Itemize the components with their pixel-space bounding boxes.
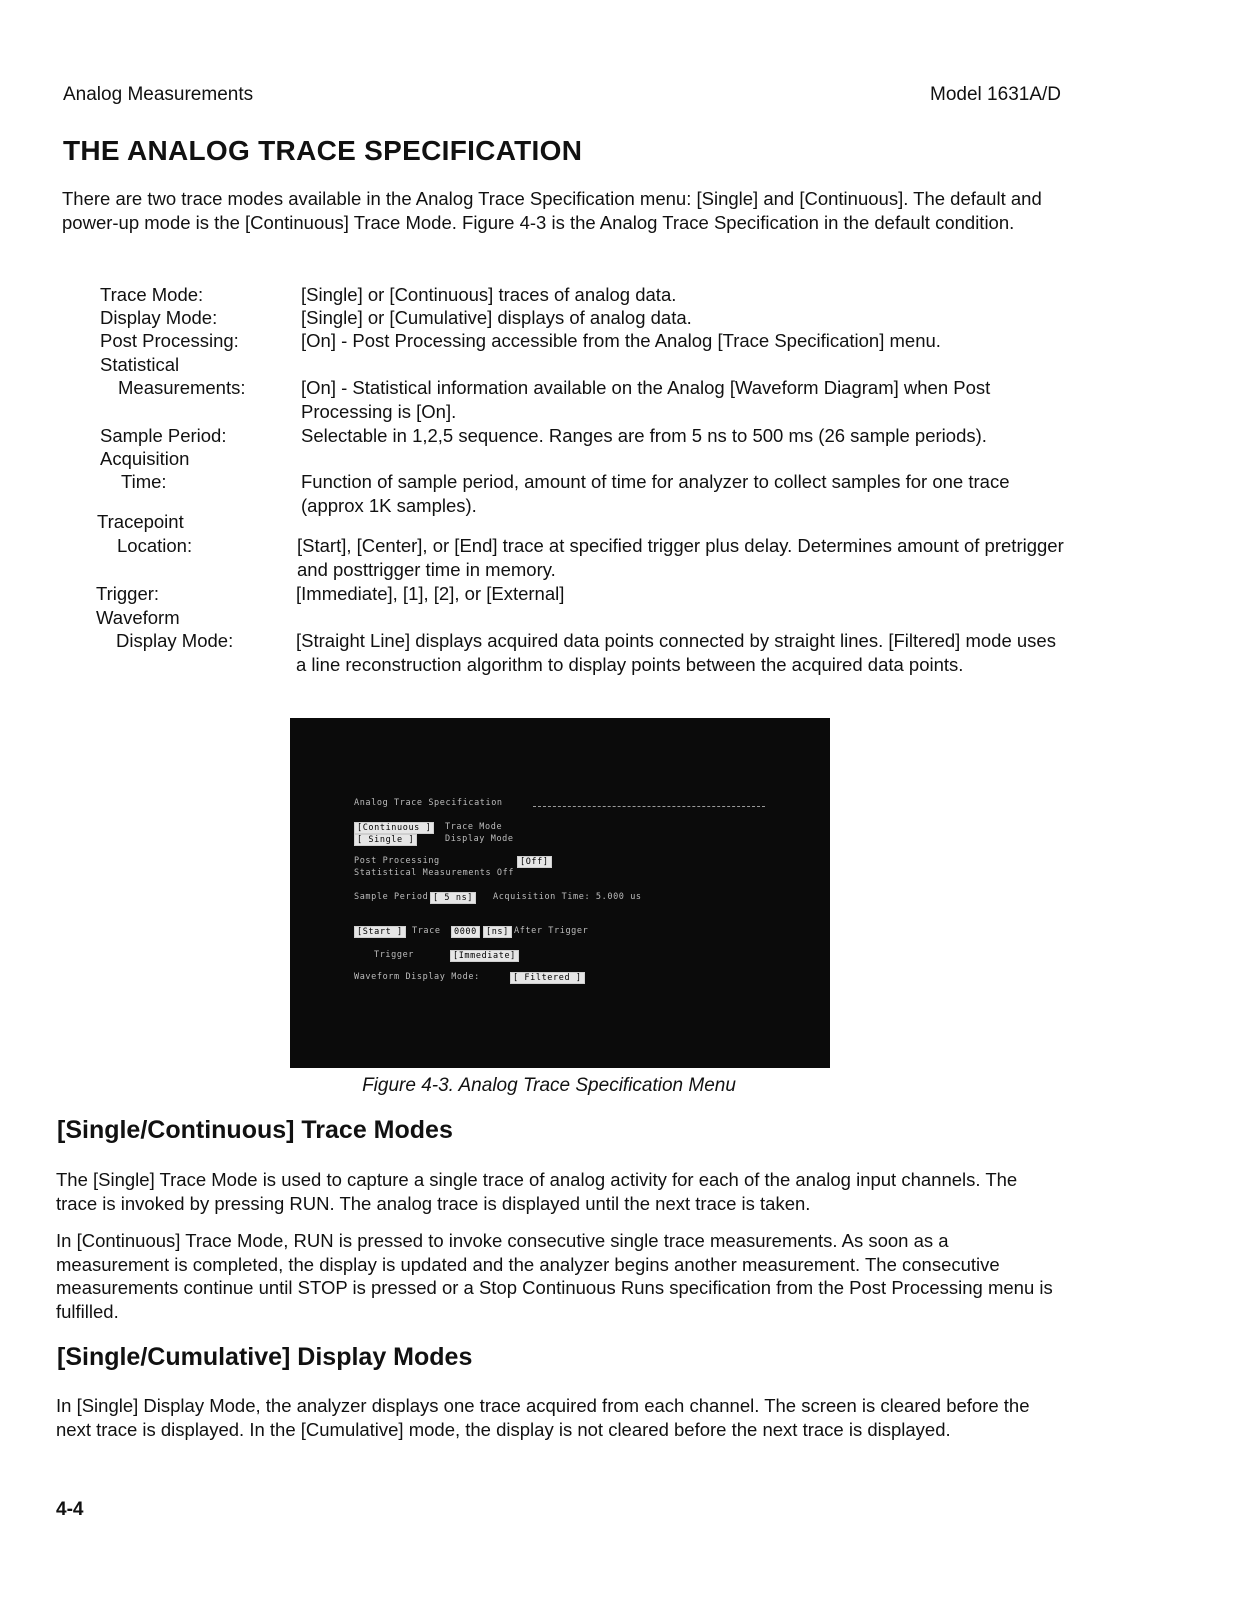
screen-title-rule	[533, 806, 765, 807]
acquisition-time-label: Acquisition Time: 5.000 us	[493, 892, 642, 902]
analog-trace-spec-screen	[290, 718, 830, 1068]
page-title: THE ANALOG TRACE SPECIFICATION	[63, 135, 583, 166]
running-header-model: Model 1631A/D	[930, 84, 1061, 105]
desc-post-processing: [On] - Post Processing accessible from the Analog [Trace Specification] menu.	[301, 330, 941, 351]
delay-unit-field[interactable]: [ns]	[483, 926, 512, 938]
sample-period-field[interactable]: [ 5 ns]	[430, 892, 476, 904]
term-post-processing: Post Processing:	[100, 330, 239, 351]
term-tracepoint-location: Location:	[117, 535, 193, 556]
heading-trace-modes: [Single/Continuous] Trace Modes	[57, 1116, 453, 1144]
term-statistical-measurements: Measurements:	[118, 377, 246, 398]
term-acquisition: Acquisition	[100, 448, 190, 469]
trace-mode-field[interactable]: [Continuous ]	[354, 822, 434, 834]
trigger-field[interactable]: [Immediate]	[450, 950, 519, 962]
trace-mode-label: Trace Mode	[445, 822, 503, 832]
running-header-section: Analog Measurements	[63, 84, 254, 105]
term-acquisition-time: Time:	[121, 471, 167, 492]
term-sample-period: Sample Period:	[100, 425, 227, 446]
delay-field[interactable]: 0000	[451, 926, 480, 938]
paragraph-single-trace: The [Single] Trace Mode is used to capture a single trace of analog activity for each of the analog input channels. The trace is invoked by pressing RUN. The analog trace is displayed until the next trace is taken.	[56, 1169, 1018, 1214]
display-mode-label: Display Mode	[445, 834, 514, 844]
term-statistical: Statistical	[100, 354, 180, 375]
desc-trace-mode: [Single] or [Continuous] traces of analog data.	[301, 284, 677, 305]
desc-acquisition-time: Function of sample period, amount of time for analyzer to collect samples for one trace (approx 1K samples).	[301, 471, 1010, 516]
paragraph-display-modes: In [Single] Display Mode, the analyzer displays one trace acquired from each channel. The screen is cleared before the next trace is displayed. In the [Cumulative] mode, the display is not cleared before the next trace is displayed.	[56, 1395, 1030, 1440]
figure-caption: Figure 4-3. Analog Trace Specification Menu	[362, 1075, 736, 1096]
desc-waveform-display-mode: [Straight Line] displays acquired data points connected by straight lines. [Filtered] mode uses a line reconstruction algorithm to display points between the acquired data points.	[296, 630, 1056, 675]
tracepoint-field[interactable]: [Start ]	[354, 926, 406, 938]
display-mode-field[interactable]: [ Single ]	[354, 834, 417, 846]
desc-tracepoint-location: [Start], [Center], or [End] trace at specified trigger plus delay. Determines amount of pretrigger and posttrigger time in memory.	[297, 535, 1064, 580]
waveform-display-field[interactable]: [ Filtered ]	[510, 972, 585, 984]
heading-display-modes: [Single/Cumulative] Display Modes	[57, 1343, 473, 1371]
after-trigger-label: After Trigger	[514, 926, 589, 936]
term-tracepoint: Tracepoint	[97, 511, 184, 532]
page-number: 4-4	[56, 1499, 84, 1520]
desc-statistical-measurements: [On] - Statistical information available on the Analog [Waveform Diagram] when Post Processing is [On].	[301, 377, 991, 422]
term-display-mode: Display Mode:	[100, 307, 218, 328]
desc-display-mode: [Single] or [Cumulative] displays of analog data.	[301, 307, 692, 328]
screen-title: Analog Trace Specification	[354, 798, 503, 808]
sample-period-label: Sample Period	[354, 892, 429, 902]
intro-paragraph: There are two trace modes available in the Analog Trace Specification menu: [Single] and [Continuous]. The default and power-up mode is the [Continuous] Trace Mode. Figure 4-3 is the Analog Trace Specification in the default condition.	[62, 188, 1042, 233]
term-trigger: Trigger:	[96, 583, 160, 604]
tracepoint-trace-label: Trace	[412, 926, 441, 936]
waveform-display-label: Waveform Display Mode:	[354, 972, 480, 982]
term-waveform-display-mode: Display Mode:	[116, 630, 234, 651]
desc-trigger: [Immediate], [1], [2], or [External]	[296, 583, 565, 604]
post-processing-label: Post Processing	[354, 856, 440, 866]
desc-sample-period: Selectable in 1,2,5 sequence. Ranges are from 5 ns to 500 ms (26 sample periods).	[301, 425, 987, 446]
statistical-measurements-label: Statistical Measurements Off	[354, 868, 515, 878]
paragraph-continuous-trace: In [Continuous] Trace Mode, RUN is pressed to invoke consecutive single trace measurements. As soon as a measurement is completed, the display is updated and the analyzer begins another measurement. The consecutive measurements continue until STOP is pressed or a Stop Continuous Runs specification from the Post Processing menu is fulfilled.	[56, 1230, 1053, 1322]
trigger-label: Trigger	[374, 950, 415, 960]
term-waveform: Waveform	[96, 607, 180, 628]
post-processing-field[interactable]: [Off]	[517, 856, 552, 868]
term-trace-mode: Trace Mode:	[100, 284, 204, 305]
